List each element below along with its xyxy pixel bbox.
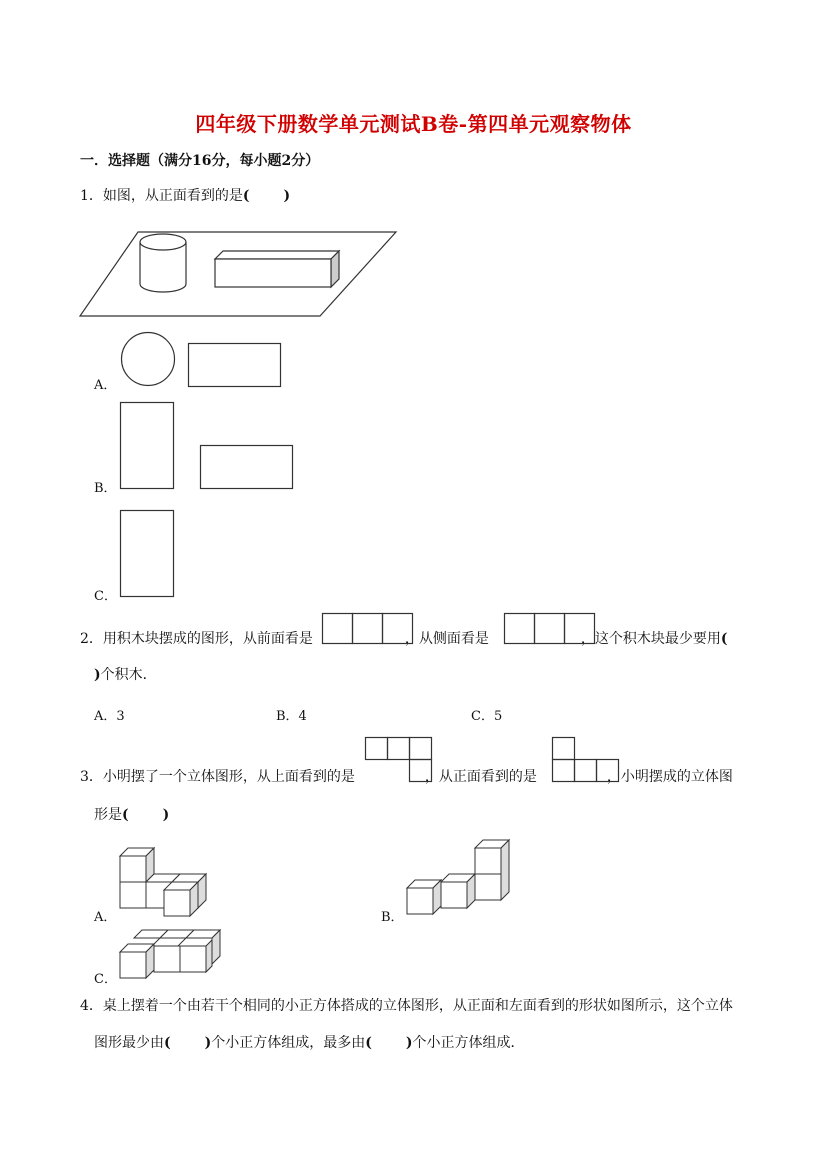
option-b-label[interactable]: B． [94, 481, 117, 496]
question-text-b: ，从侧面看是 [404, 631, 489, 647]
option-c-cubes-figure [118, 926, 228, 984]
question-4-continued [94, 1033, 525, 1053]
rectangle-shape [189, 344, 281, 387]
option-c-figure [120, 510, 180, 600]
question-number: 4． [80, 998, 103, 1014]
option-a[interactable]: A．3 [94, 709, 125, 724]
question-2-continued [94, 665, 157, 685]
option-c[interactable]: C．5 [471, 709, 503, 724]
q2-side-view-figure [504, 613, 596, 645]
question-text-a: 用积木块摆成的图形，从前面看是 [102, 631, 313, 647]
question-text-c: 个小正方体组成，最多由 [211, 1035, 366, 1051]
question-4 [80, 996, 733, 1016]
option-b-label[interactable]: B． [381, 910, 404, 925]
q3-front-view-figure [552, 737, 620, 785]
question-text-d: 形是 [94, 807, 122, 823]
option-a-label[interactable]: A． [94, 910, 117, 925]
paren-close: ) [162, 807, 170, 823]
question-number: 3． [80, 769, 103, 785]
question-text-a: 桌上摆着一个由若干个相同的小正方体搭成的立体图形，从正面和左面看到的形状如图所示，这个立体 [102, 998, 733, 1014]
paren-close: ) [405, 1035, 413, 1051]
tall-rectangle-shape [121, 511, 174, 597]
question-number: 2． [80, 631, 103, 647]
question-text-b: ，从正面看到的是 [424, 769, 537, 785]
question-text-a: 小明摆了一个立体图形，从上面看到的是 [102, 769, 355, 785]
q2-front-view-figure [322, 613, 414, 645]
question-text-c: ，这个积木块最少要用 [580, 631, 721, 647]
circle-shape [122, 333, 175, 386]
rectangle-shape [201, 446, 293, 489]
option-a-cubes-figure [118, 846, 213, 920]
page-title: 四年级下册数学单元测试B卷-第四单元观察物体 [195, 112, 632, 136]
q1-scene-figure [78, 228, 400, 322]
q3-top-view-figure [365, 737, 433, 785]
question-1 [80, 186, 290, 206]
question-text-c: ，小明摆成的立体图 [606, 769, 733, 785]
option-a-label[interactable]: A． [94, 378, 117, 393]
tall-rectangle-shape [121, 403, 174, 489]
question-text-d: 个积木． [100, 667, 157, 683]
option-c-label[interactable]: C． [94, 589, 117, 604]
question-number: 1． [80, 188, 103, 204]
cylinder-shape [140, 234, 186, 292]
paren-close: ) [283, 188, 291, 204]
option-b-cubes-figure [405, 838, 513, 920]
cuboid-shape [215, 251, 339, 287]
paren-open: ( [242, 188, 250, 204]
paren-close: ) [204, 1035, 212, 1051]
section-heading: 一．选择题（满分16分，每小题2分） [80, 153, 320, 169]
option-a-figure [120, 331, 290, 389]
paren-close: ) [94, 667, 101, 683]
option-c-label[interactable]: C． [94, 972, 117, 987]
paren-open: ( [365, 1035, 372, 1051]
question-text-d: 个小正方体组成． [412, 1035, 525, 1051]
paren-open: ( [720, 631, 728, 647]
option-b-figure [120, 402, 300, 492]
question-text: 如图，从正面看到的是 [102, 188, 243, 204]
paren-open: ( [164, 1035, 171, 1051]
question-text-b: 图形最少由 [94, 1035, 164, 1051]
paren-open: ( [122, 807, 129, 823]
question-3-continued [94, 805, 169, 825]
option-b[interactable]: B．4 [276, 709, 307, 724]
